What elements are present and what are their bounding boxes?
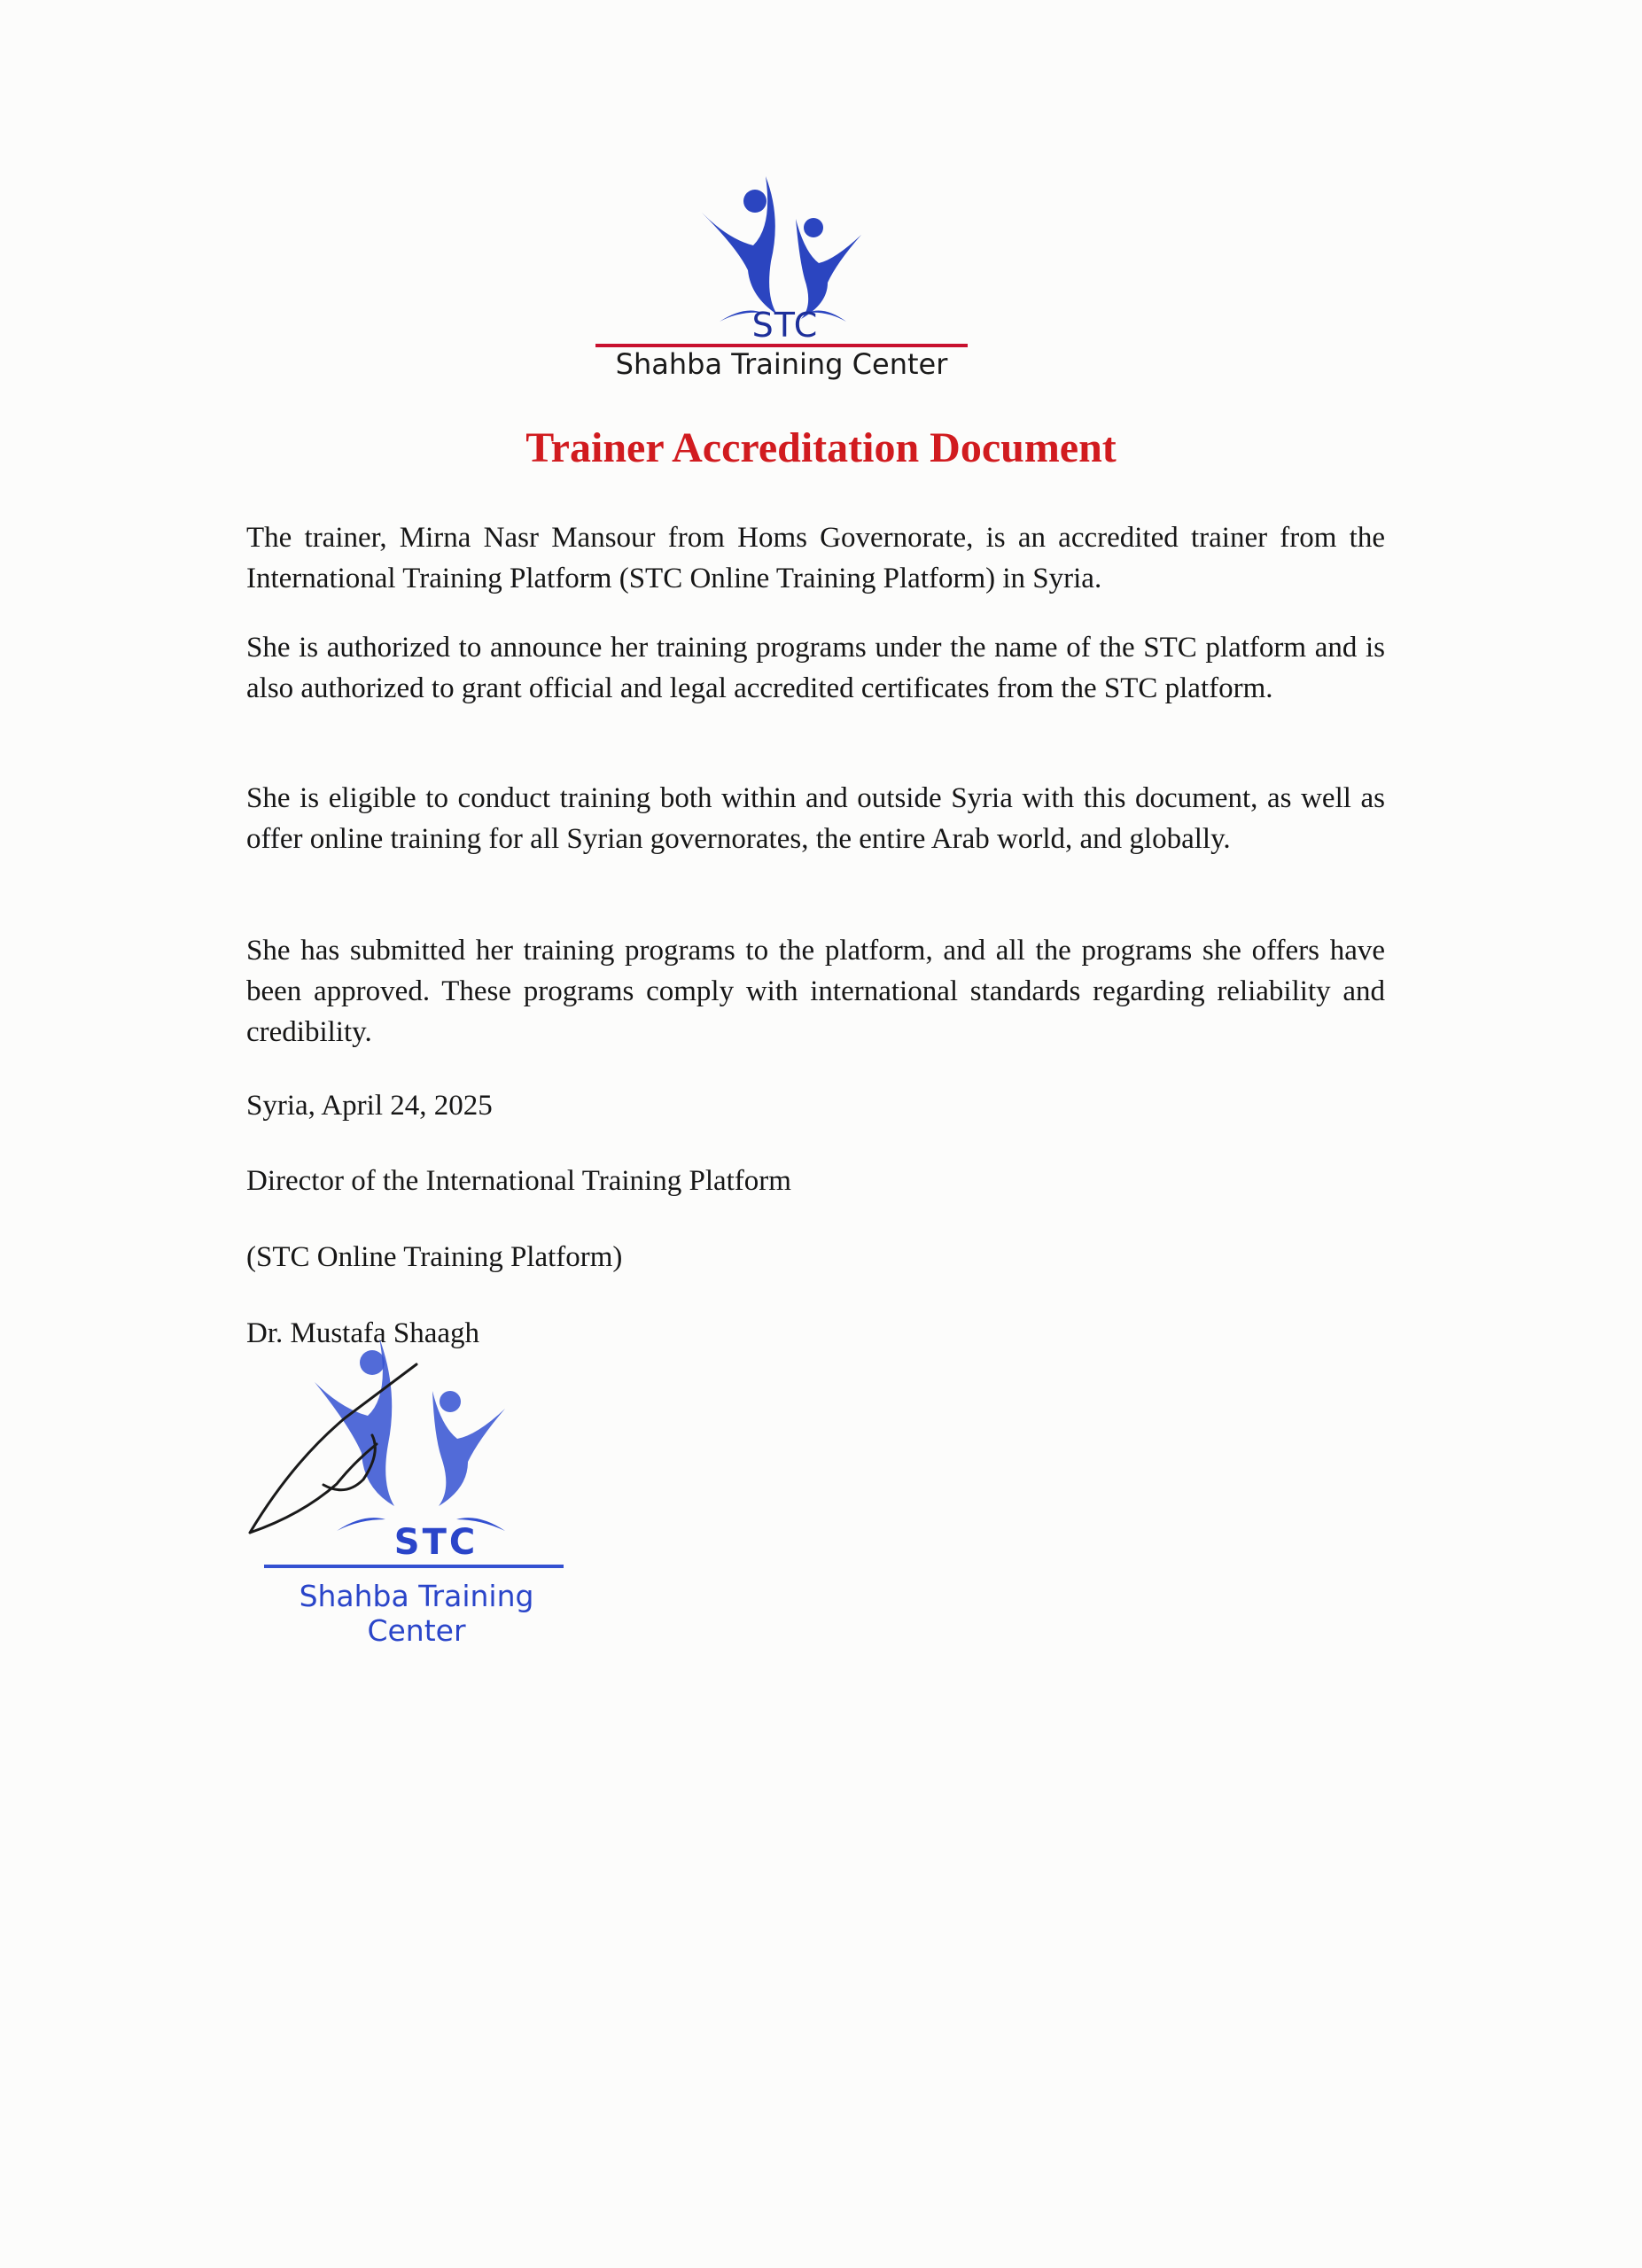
paragraph-3: She is eligible to conduct training both within and outside Syria with this document, as well as offer online training for all Syrian governorates, the entire Arab world, and globally. xyxy=(246,782,1385,855)
signatory-title: Director of the International Training Platform xyxy=(246,1165,791,1197)
logo-center-name: Shahba Training Center xyxy=(615,347,948,381)
stc-logo xyxy=(595,164,968,390)
stamp-center-name: Shahba Training Center xyxy=(299,1579,534,1648)
paragraph-1: The trainer, Mirna Nasr Mansour from Homs Governorate, is an accredited trainer from the International Training Platform (STC Online Training Platform) in Syria. xyxy=(246,522,1385,594)
paragraph-2: She is authorized to announce her training programs under the name of the STC platform and is also authorized to grant official and legal accredited certificates from the STC platform. xyxy=(246,632,1385,704)
official-stamp xyxy=(239,1329,594,1648)
place-date: Syria, April 24, 2025 xyxy=(246,1090,493,1122)
document-title: Trainer Accreditation Document xyxy=(525,424,1117,471)
signatory-platform: (STC Online Training Platform) xyxy=(246,1241,623,1273)
signatory-name: Dr. Mustafa Shaagh xyxy=(246,1317,480,1349)
logo-abbrev: STC xyxy=(751,306,819,345)
paragraph-4: She has submitted her training programs to the platform, and all the programs she offers have been approved. These programs comply with international standards regarding reliability and credibility. xyxy=(246,935,1385,1048)
stamp-abbrev: STC xyxy=(393,1522,479,1563)
